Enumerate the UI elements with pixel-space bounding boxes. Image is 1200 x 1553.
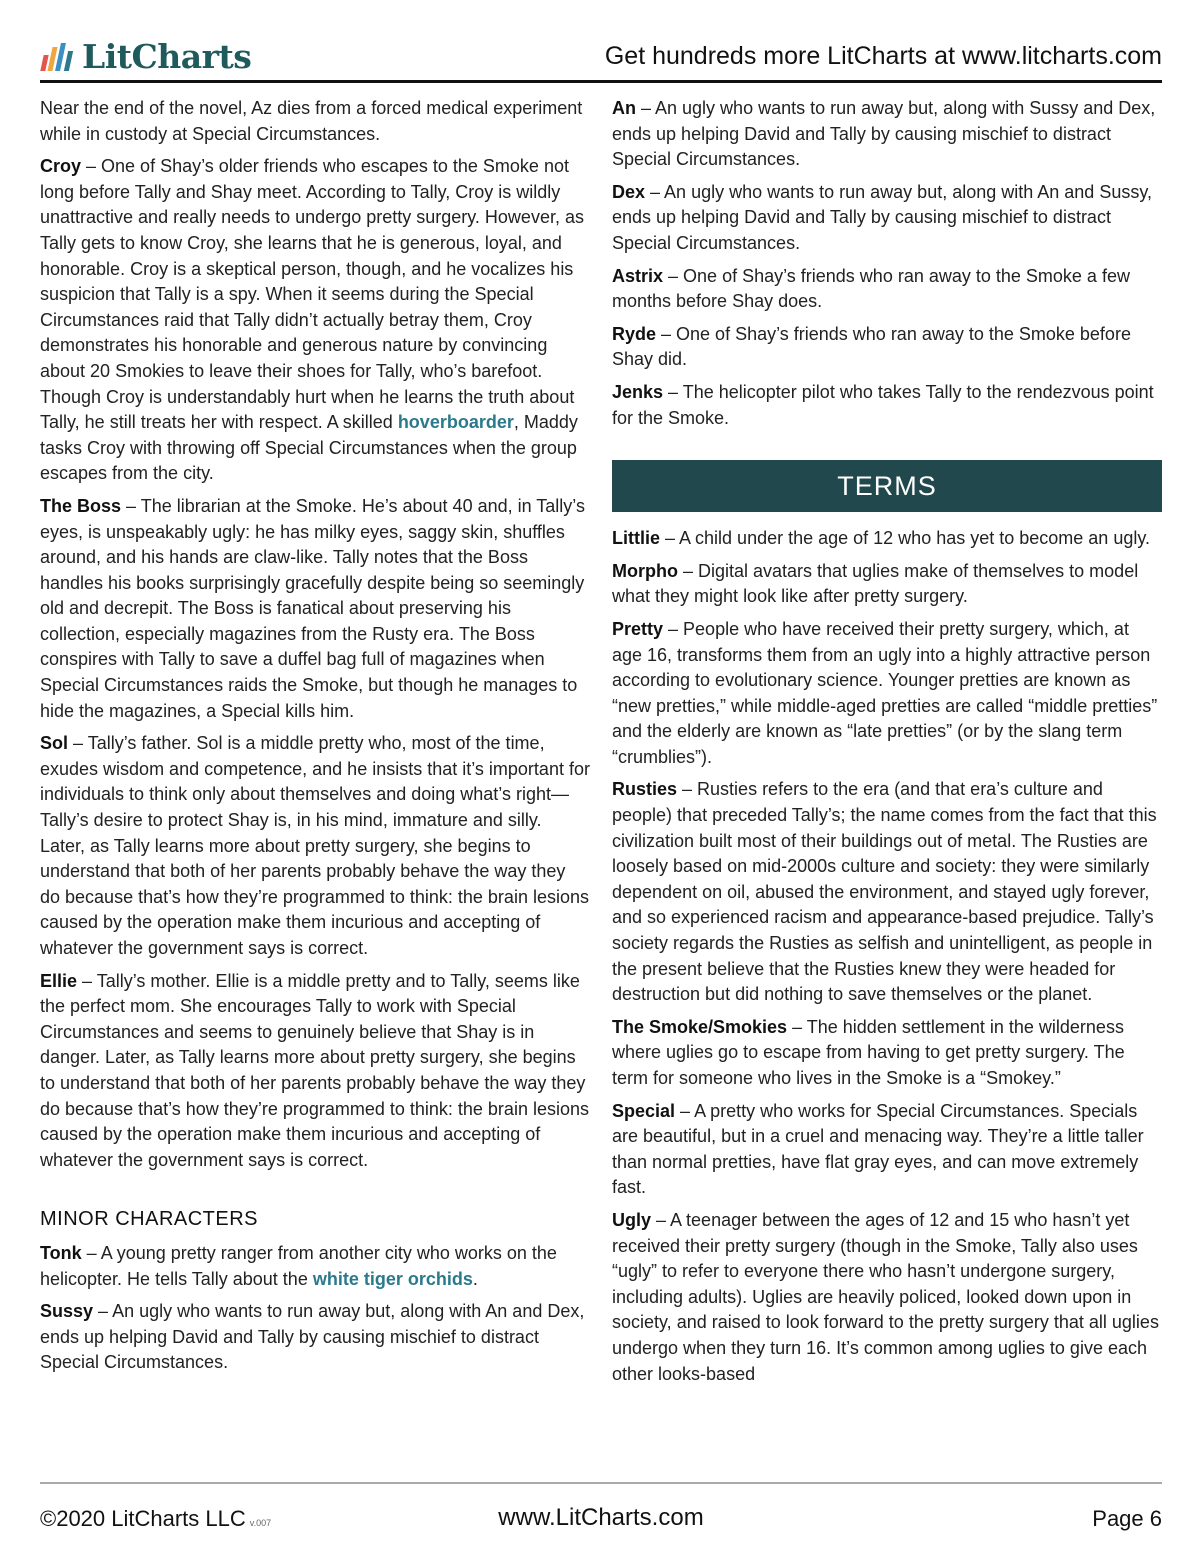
entry-desc: – People who have received their pretty surgery, which, at age 16, transforms them from an ugly into a highly attractive person according to evolutionary science. Younger pretties are known as “new pretties,” while middle-aged pretties are called “middle pretties” and the elderly are known as “late pretties” (or by the slang term “crumblies”). xyxy=(612,618,1158,767)
entry-name: Special xyxy=(612,1100,676,1121)
entry-name: Littlie xyxy=(612,528,660,549)
entry-desc: – Digital avatars that uglies make of themselves to model what they might look like after pretty surgery. xyxy=(612,560,1139,607)
page-header xyxy=(40,36,1162,80)
entry-desc: – The hidden settlement in the wilderness where uglies go to escape from having to get pretty surgery. The term for someone who lives in the Smoke is a “Smokey.” xyxy=(612,1016,1125,1088)
entry-name: The Boss xyxy=(40,495,122,516)
entry-pretty xyxy=(612,617,1162,771)
entry-name: Ellie xyxy=(40,970,78,991)
copyright-text: ©2020 LitCharts LLC xyxy=(40,1506,246,1531)
entry-name: The Smoke/Smokies xyxy=(612,1016,788,1037)
entry-desc: – One of Shay’s friends who ran away to the Smoke before Shay did. xyxy=(612,323,1131,370)
entry-desc-end: , Maddy tasks Croy with throwing off Special Circumstances when the group escapes from the city. xyxy=(40,412,578,484)
entry-jenks xyxy=(612,380,1162,431)
right-column xyxy=(612,96,1162,1394)
entry-name: Morpho xyxy=(612,560,678,581)
litcharts-logo[interactable] xyxy=(42,36,251,76)
entry-dex xyxy=(612,180,1162,257)
entry-astrix xyxy=(612,264,1162,315)
entry-ryde xyxy=(612,322,1162,373)
entry-morpho xyxy=(612,559,1162,610)
header-tagline: Get hundreds more LitCharts at www.litcharts.com xyxy=(604,42,1162,70)
entry-desc: – A young pretty ranger from another city who works on the helicopter. He tells Tally about the xyxy=(40,1242,557,1289)
entry-boss xyxy=(40,494,590,724)
entry-name: Pretty xyxy=(612,618,664,639)
entry-name: Dex xyxy=(612,181,646,202)
entry-name: An xyxy=(612,98,636,118)
entry-ugly xyxy=(612,1208,1162,1387)
entry-special xyxy=(612,1099,1162,1201)
entry-desc: – Tally’s father. Sol is a middle pretty who, most of the time, exudes wisdom and competence, and he insists that it’s important for individuals to think only about themselves and doing what’s right—Tally’s desire to protect Shay is, in his mind, immature and silly. Later, as Tally learns more about pretty surgery, she begins to understand that both of her parents probably behave the way they do because that’s how they’re programmed to think: the brain lesions caused by the operation make them incurious and accepting of whatever the government says is correct. xyxy=(40,733,590,958)
entry-sussy xyxy=(40,1299,590,1376)
entry-littlie xyxy=(612,526,1162,552)
footer-divider xyxy=(40,1482,1162,1484)
entry-desc: – An ugly who wants to run away but, along with An and Sussy, ends up helping David and Tally by causing mischief to distract Special Circumstances. xyxy=(612,181,1153,253)
entry-name: Croy xyxy=(40,156,82,177)
entry-croy xyxy=(40,154,590,487)
entry-desc: – A pretty who works for Special Circumstances. Specials are beautiful, but in a cruel and menacing way. They’re a little taller than normal pretties, have flat gray eyes, and can move extremely fast. xyxy=(612,1100,1144,1198)
entry-name: Sol xyxy=(40,733,69,754)
entry-desc: – One of Shay’s older friends who escapes to the Smoke not long before Tally and Shay meet. According to Tally, Croy is wildly unattractive and really needs to undergo pretty surgery. However, as Tally gets to know Croy, she learns that he is generous, loyal, and honorable. Croy is a skeptical person, though, and he vocalizes his suspicion that Tally is a spy. When it seems during the Special Circumstances raid that Tally didn’t actually betray them, Croy demonstrates his honorable and generous nature by convincing about 20 Smokies to leave their shoes for Tally, who’s barefoot. Though Croy is understandably hurt when he learns the truth about Tally, he still treats her with respect. A skilled xyxy=(40,156,584,433)
entry-name: Sussy xyxy=(40,1301,94,1322)
entry-tonk xyxy=(40,1241,590,1292)
logo-bars-icon xyxy=(42,41,74,71)
footer-site-link[interactable]: www.LitCharts.com xyxy=(498,1504,704,1531)
entry-desc: – Tally’s mother. Ellie is a middle pretty and to Tally, seems like the perfect mom. She encourages Tally to work with Special Circumstances and seems to genuinely believe that Shay is in danger. Later, as Tally learns more about pretty surgery, she begins to understand that both of her parents probably behave the way they do because that’s how they’re programmed to think: the brain lesions caused by the operation make them incurious and accepting of whatever the government says is correct. xyxy=(40,970,589,1170)
entry-name: Rusties xyxy=(612,779,678,800)
entry-an xyxy=(612,96,1162,173)
az-continuation: Near the end of the novel, Az dies from a forced medical experiment while in custody at Special Circumstances. xyxy=(40,98,583,144)
white-tiger-orchids-link[interactable]: white tiger orchids xyxy=(312,1268,473,1289)
entry-desc: – Rusties refers to the era (and that era’s culture and people) that preceded Tally’s; the name comes from the fact that this civilization built most of their buildings out of metal. The Rusties are loosely based on mid-2000s culture and society: they were similarly dependent on oil, abused the environment, and stayed ugly forever, and so experienced racism and appearance-based prejudice. Tally’s society regards the Rusties as selfish and unintelligent, as people in the present believe that the Rusties knew they were headed for destruction but did nothing to save themselves or the planet. xyxy=(612,779,1157,1005)
minor-characters-heading: MINOR CHARACTERS xyxy=(40,1208,259,1231)
version-label: v.007 xyxy=(249,1518,272,1528)
left-column xyxy=(40,96,590,1383)
entry-desc: – The librarian at the Smoke. He’s about 40 and, in Tally’s eyes, is unspeakably ugly: he has milky eyes, saggy skin, shuffles around, and his hands are claw-like. Tally notes that the Boss handles his books surprisingly gracefully despite being so seemingly old and decrepit. The Boss is fanatical about preserving his collection, especially magazines from the Rusty era. The Boss conspires with Tally to save a duffel bag full of magazines when Special Circumstances raids the Smoke, but though he manages to hide the magazines, a Special kills him. xyxy=(40,495,585,721)
entry-ellie xyxy=(40,969,590,1174)
entry-desc: – A child under the age of 12 who has yet to become an ugly. xyxy=(660,528,1150,549)
entry-desc: – An ugly who wants to run away but, along with Sussy and Dex, ends up helping David and Tally by causing mischief to distract Special Circumstances. xyxy=(612,98,1156,170)
entry-name: Tonk xyxy=(40,1242,82,1263)
entry-desc: – The helicopter pilot who takes Tally to the rendezvous point for the Smoke. xyxy=(612,381,1154,428)
entry-smoke xyxy=(612,1015,1162,1092)
page-footer xyxy=(40,1500,1162,1540)
entry-sol xyxy=(40,731,590,961)
page-number: Page 6 xyxy=(1092,1506,1162,1531)
entry-name: Jenks xyxy=(612,381,664,402)
entry-desc: – A teenager between the ages of 12 and 15 who hasn’t yet received their pretty surgery (though in the Smoke, Tally also uses “ugly” to refer to everyone there who hasn’t undergone surgery, including adults). Uglies are heavily policed, looked down upon in society, and raised to look forward to the pretty surgery that all uglies undergo when they turn 16. It’s common among uglies to give each other looks-based xyxy=(612,1209,1159,1384)
logo-text: LitCharts xyxy=(82,36,252,76)
entry-name: Astrix xyxy=(612,265,664,286)
entry-desc-end: . xyxy=(472,1268,478,1289)
entry-desc: – One of Shay’s friends who ran away to the Smoke a few months before Shay does. xyxy=(612,265,1130,312)
entry-desc: – An ugly who wants to run away but, along with An and Dex, ends up helping David and Tally by causing mischief to distract Special Circumstances. xyxy=(40,1301,585,1373)
header-divider xyxy=(40,80,1162,83)
entry-name: Ryde xyxy=(612,323,657,344)
entry-name: Ugly xyxy=(612,1209,652,1230)
entry-rusties xyxy=(612,777,1162,1007)
terms-heading: TERMS xyxy=(612,460,1162,512)
hoverboarder-link[interactable]: hoverboarder xyxy=(397,412,514,433)
